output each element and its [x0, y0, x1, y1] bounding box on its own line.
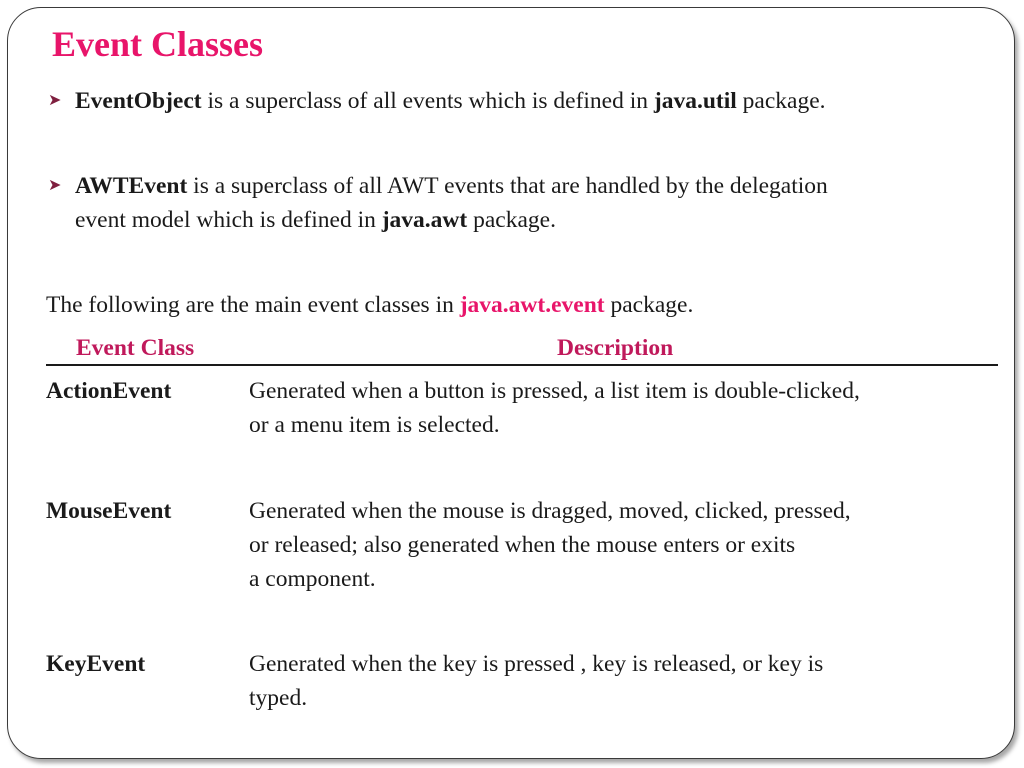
bullet-eventobject — [48, 84, 998, 118]
intro-text: The following are the main event classes in — [46, 292, 460, 318]
term-java-awt: java.awt — [381, 207, 468, 233]
arrow-bullet-icon: ➤ — [48, 92, 62, 109]
bullet-text-part: is a superclass of all events which is defined in — [201, 88, 654, 114]
arrow-bullet-icon: ➤ — [48, 177, 62, 194]
table-header-rule — [46, 364, 998, 366]
package-name: java.awt.event — [459, 292, 605, 318]
event-class-name: MouseEvent — [46, 498, 172, 524]
term-eventobject: EventObject — [75, 88, 202, 114]
event-class-name: ActionEvent — [46, 378, 172, 404]
term-awtevent: AWTEvent — [75, 173, 188, 199]
event-class-name: KeyEvent — [46, 651, 146, 677]
description-line: Generated when the key is pressed , key is released, or key is — [249, 651, 824, 677]
description-line: a component. — [249, 566, 376, 592]
description-line: or a menu item is selected. — [249, 412, 500, 438]
bullet-text-part: package. — [467, 207, 556, 233]
bullet-text-part: package. — [736, 88, 826, 114]
header-event-class: Event Class — [76, 335, 195, 361]
header-description: Description — [557, 335, 674, 361]
event-description — [249, 374, 1009, 442]
slide-title: Event Classes — [52, 24, 264, 64]
intro-end: package. — [604, 292, 694, 318]
event-description — [249, 647, 1009, 715]
description-line: or released; also generated when the mouse enters or exits — [249, 532, 796, 558]
event-description — [249, 494, 1009, 596]
bullet-text-part: event model which is defined in — [75, 207, 382, 233]
description-line: Generated when the mouse is dragged, moved, clicked, pressed, — [249, 498, 851, 524]
intro-paragraph — [46, 288, 693, 322]
term-java-util: java.util — [653, 88, 737, 114]
bullet-awtevent — [48, 169, 998, 237]
bullet-text — [75, 84, 998, 118]
bullet-text — [75, 169, 998, 237]
description-line: typed. — [249, 685, 308, 711]
description-line: Generated when a button is pressed, a list item is double-clicked, — [249, 378, 860, 404]
bullet-text-part: is a superclass of all AWT events that are handled by the delegation — [187, 173, 828, 199]
